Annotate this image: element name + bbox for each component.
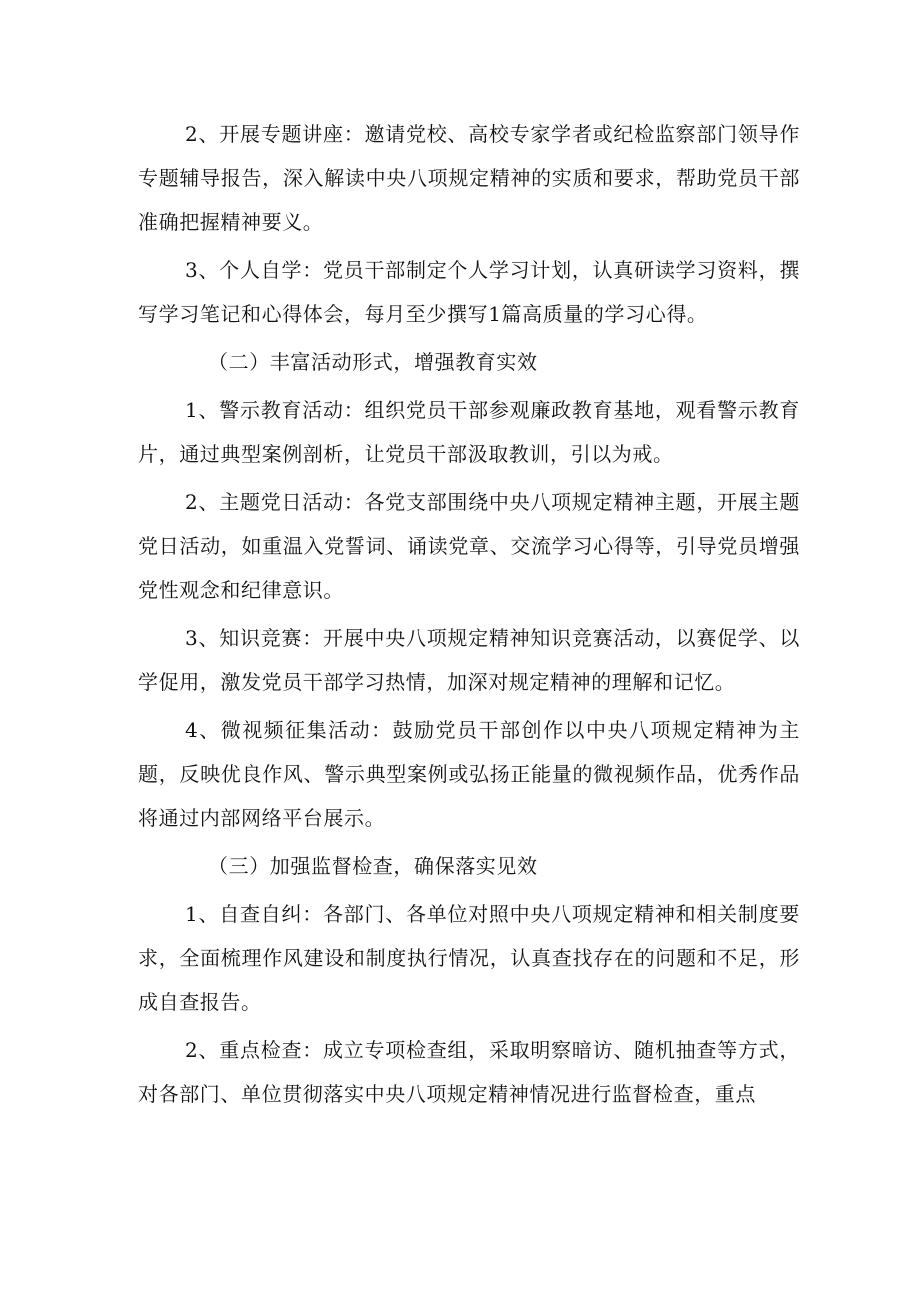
- paragraph-warning-education: 1、警示教育活动：组织党员干部参观廉政教育基地，观看警示教育片，通过典型案例剖析，让党员干部汲取教训，引以为戒。: [138, 398, 800, 466]
- paragraph-self-inspection: 1、自查自纠：各部门、各单位对照中央八项规定精神和相关制度要求，全面梳理作风建设和制度执行情况，认真查找存在的问题和不足，形成自查报告。: [138, 902, 800, 1014]
- section-heading-supervision: （三）加强监督检查，确保落实见效: [208, 854, 538, 878]
- document-body: [138, 112, 800, 1116]
- section-heading-activities: （二）丰富活动形式，增强教育实效: [208, 350, 538, 374]
- paragraph-knowledge-contest: 3、知识竞赛：开展中央八项规定精神知识竞赛活动，以赛促学、以学促用，激发党员干部学习热情，加深对规定精神的理解和记忆。: [138, 626, 800, 694]
- paragraph-key-inspection: 2、重点检查：成立专项检查组，采取明察暗访、随机抽查等方式，对各部门、单位贯彻落实中央八项规定精神情况进行监督检查，重点: [138, 1038, 800, 1106]
- paragraph-self-study: 3、个人自学：党员干部制定个人学习计划，认真研读学习资料，撰写学习笔记和心得体会，每月至少撰写1篇高质量的学习心得。: [138, 258, 800, 326]
- paragraph-special-lecture: 2、开展专题讲座：邀请党校、高校专家学者或纪检监察部门领导作专题辅导报告，深入解读中央八项规定精神的实质和要求，帮助党员干部准确把握精神要义。: [138, 122, 800, 234]
- paragraph-micro-video: 4、微视频征集活动：鼓励党员干部创作以中央八项规定精神为主题，反映优良作风、警示典型案例或弘扬正能量的微视频作品，优秀作品将通过内部网络平台展示。: [138, 718, 800, 830]
- paragraph-party-day: 2、主题党日活动：各党支部围绕中央八项规定精神主题，开展主题党日活动，如重温入党誓词、诵读党章、交流学习心得等，引导党员增强党性观念和纪律意识。: [138, 490, 800, 602]
